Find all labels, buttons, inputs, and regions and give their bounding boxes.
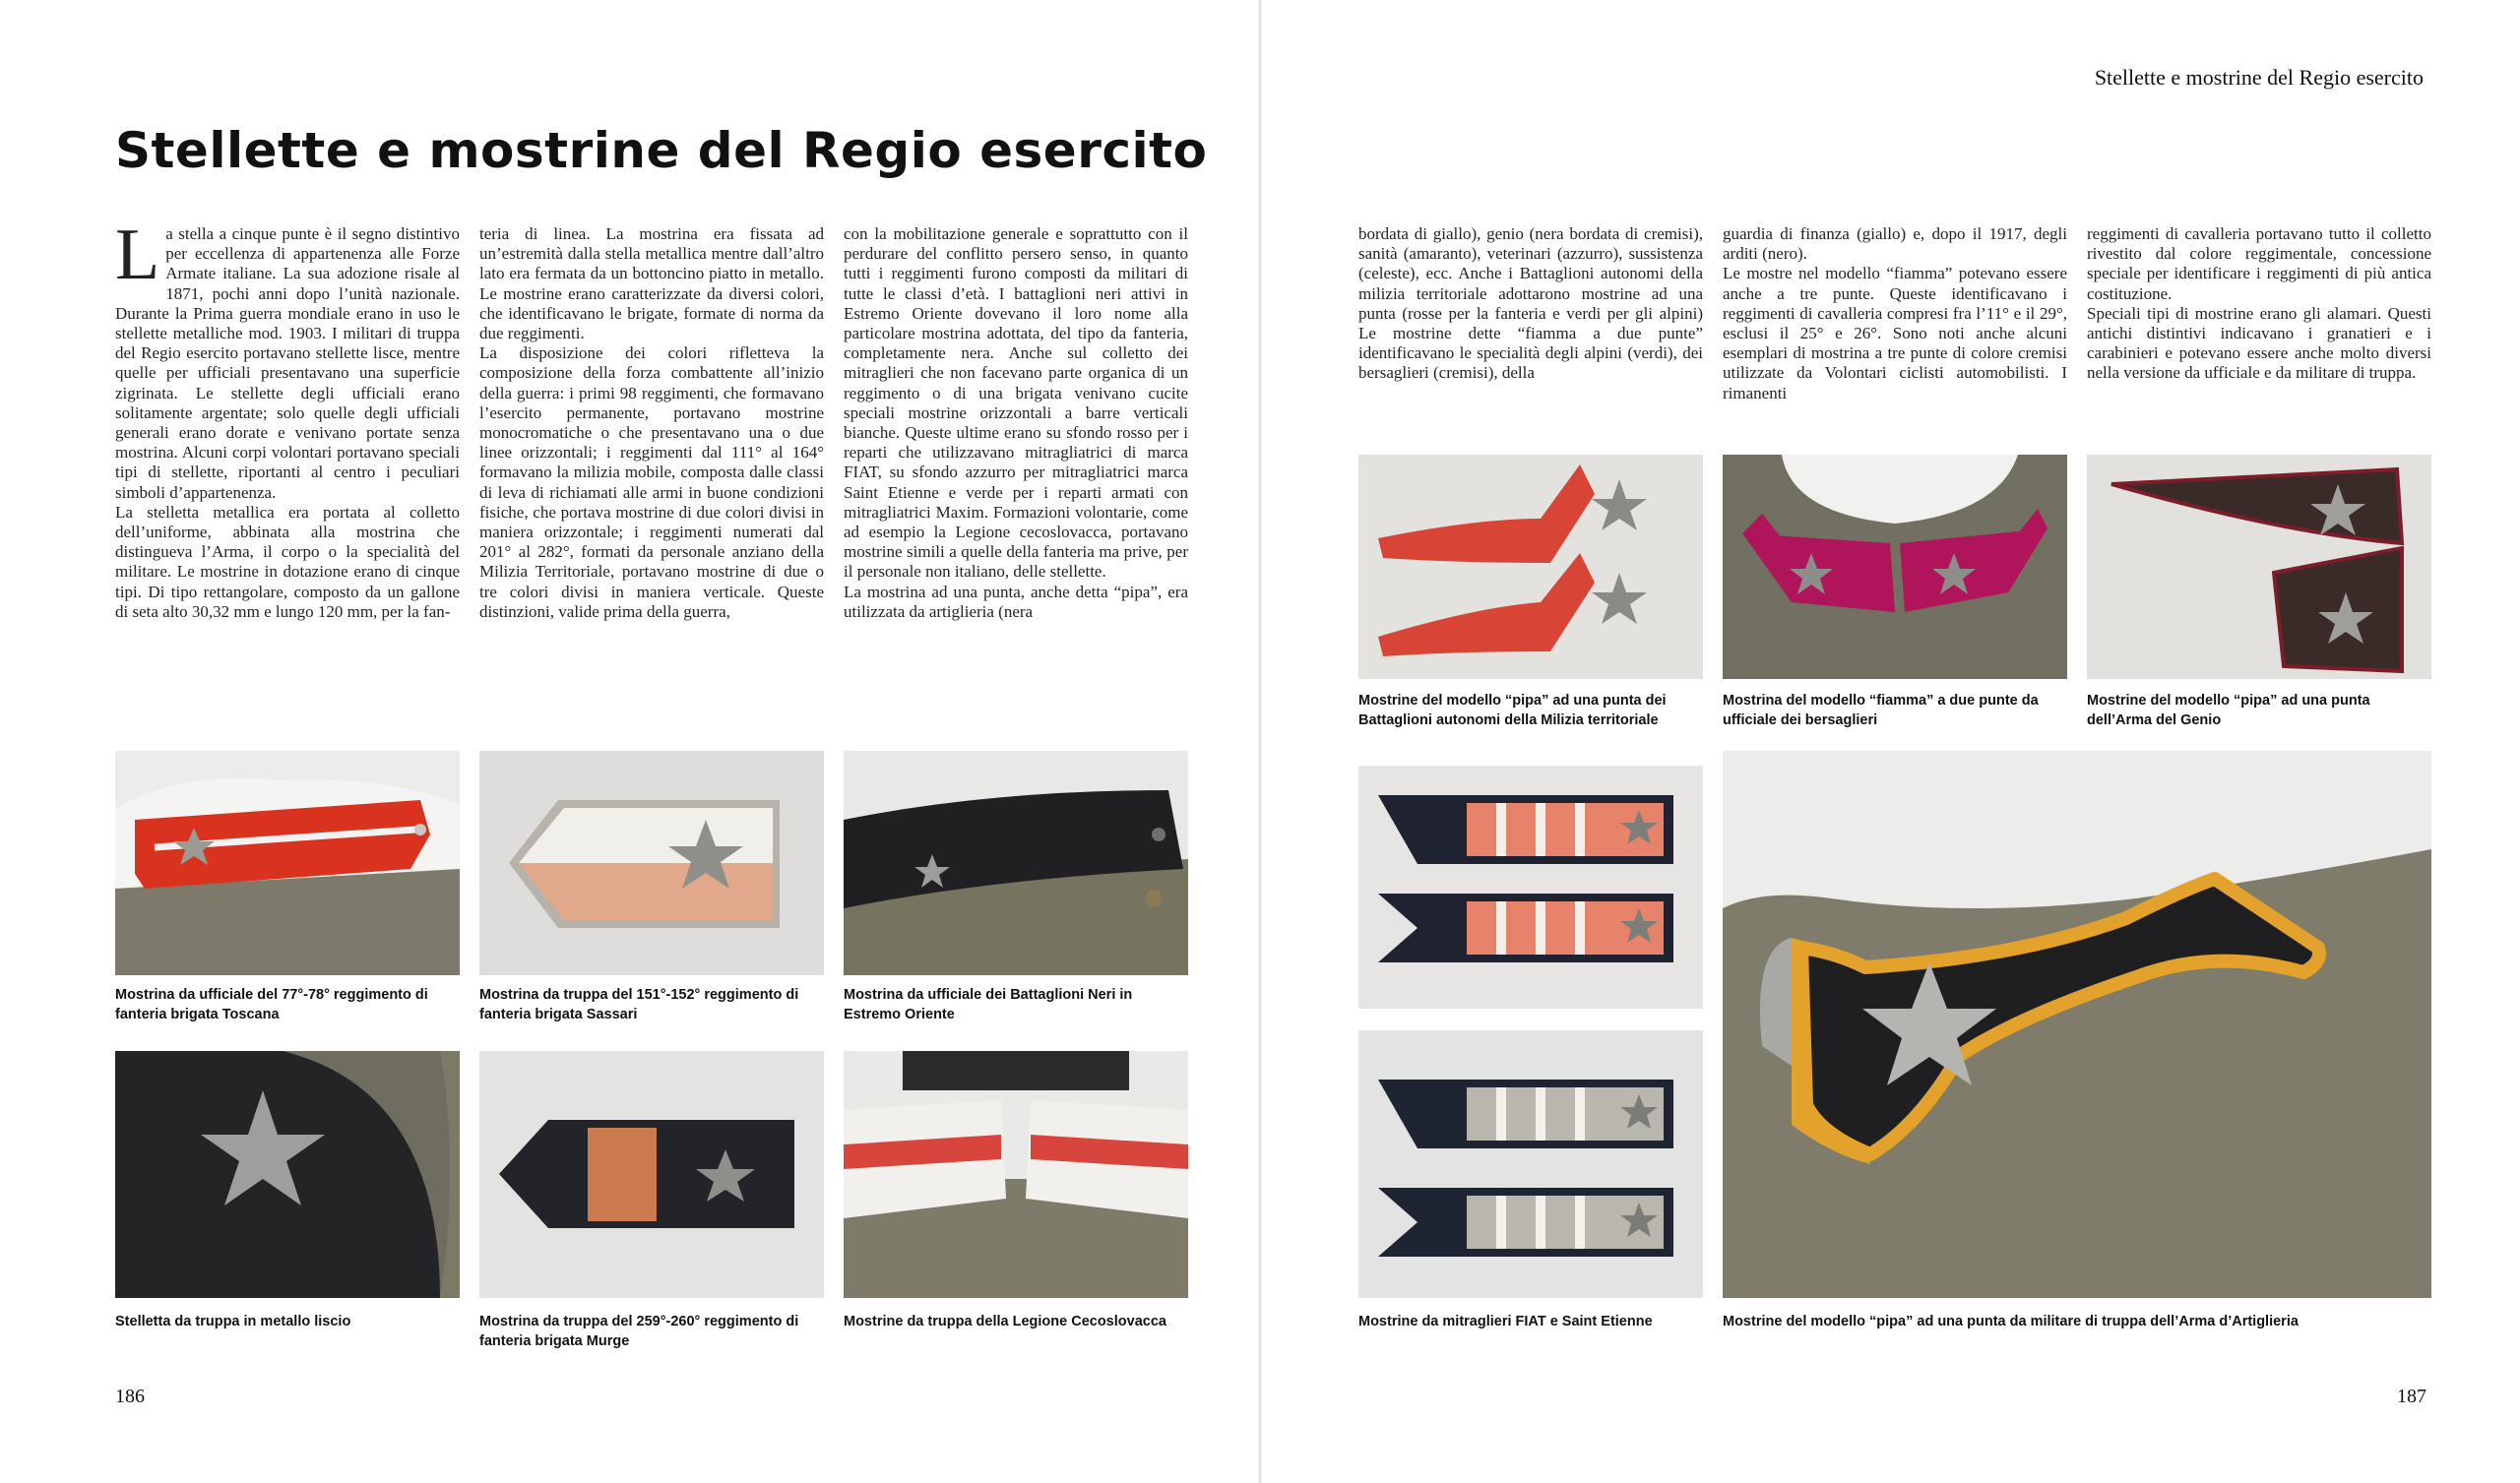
column-6-text: reggimenti di cavalleria portavano tutto il colletto rivestito dal colore reggimentale, concessione speciale per identificare i reggimenti di più antica costituzione. Speciali tipi di mostrine erano gli alamari. Questi antichi distintivi indicavano i granatieri e i carabinieri e potevano essere anche molto diversi nella versione da ufficiale e da militare di truppa. — [2087, 224, 2431, 383]
caption-artiglieria: Mostrine del modello “pipa” ad una punta da militare di truppa dell’Arma d’Artiglieria — [1723, 1314, 2299, 1329]
photo-mitraglieri-fiat — [1358, 766, 1703, 1009]
text-column-3 — [844, 224, 1188, 622]
column-1-text: a stella a cinque punte è il segno distintivo per eccellenza di appartenenza alle Forze Armate italiane. La sua adozione risale al 1871, pochi anni dopo l’unità nazionale. Durante la Prima guerra mondiale erano in uso le stellette metalliche mod. 1903. I militari di truppa del Regio esercito portavano stellette lisce, mentre quelle per ufficiali presentavano una superficie zigrinata. Le stellette degli ufficiali erano solitamente argentate; solo quelle degli ufficiali generali erano dorate e venivano portate senza mostrina. Alcuni corpi volontari portavano speciali tipi di stellette, riportanti al centro i peculiari simboli d’appartenenza. La stelletta metallica era portata al colletto dell’uniforme, abbinata alla mostrina che distingueva l’Arma, il corpo o la specialità del militare. Le mostrine in dotazione erano di cinque tipi. Di tipo rettangolare, composto da un gallone di seta alto 30,32 mm e lungo 120 mm, per la fan- — [115, 224, 460, 621]
photo-mitraglieri-saint-etienne — [1358, 1030, 1703, 1298]
caption-sassari: Mostrina da truppa del 151°-152° reggimento di fanteria brigata Sassari — [479, 987, 799, 1022]
photo-pipa-genio — [2087, 455, 2431, 679]
photo-pipa-artiglieria — [1723, 751, 2431, 1298]
caption-cecoslovacca: Mostrine da truppa della Legione Cecoslovacca — [844, 1314, 1166, 1329]
caption-neri: Mostrina da ufficiale dei Battaglioni Neri in Estremo Oriente — [844, 987, 1133, 1022]
caption-toscana: Mostrina da ufficiale del 77°-78° reggimento di fanteria brigata Toscana — [115, 987, 428, 1022]
caption-genio: Mostrine del modello “pipa” ad una punta dell’Arma del Genio — [2087, 693, 2370, 728]
text-column-6 — [2087, 224, 2431, 384]
caption-mitraglieri: Mostrine da mitraglieri FIAT e Saint Etienne — [1358, 1314, 1653, 1329]
caption-milizia: Mostrine del modello “pipa” ad una punta dei Battaglioni autonomi della Milizia territoriale — [1358, 693, 1667, 728]
photo-legione-cecoslovacca — [844, 1051, 1188, 1298]
photo-mostrina-neri — [844, 751, 1188, 975]
column-4-text: bordata di giallo), genio (nera bordata di cremisi), sanità (amaranto), veterinari (azzurro), sussistenza (celeste), ecc. Anche i Battaglioni autonomi della milizia territoriale adottarono mostrine ad una punta (rosse per la fanteria e verdi per gli alpini) Le mostrine dette “fiamma a due punte” identificavano le specialità degli alpini (verdi), dei bersaglieri (cremisi), della — [1358, 224, 1703, 383]
page-number-right: 187 — [2397, 1386, 2426, 1407]
text-column-4 — [1358, 224, 1703, 384]
photo-mostrina-toscana — [115, 751, 460, 975]
caption-stelletta: Stelletta da truppa in metallo liscio — [115, 1314, 351, 1329]
photo-mostrina-murge — [479, 1051, 824, 1298]
caption-bersaglieri: Mostrina del modello “fiamma” a due punte da ufficiale dei bersaglieri — [1723, 693, 2039, 728]
photo-mostrina-sassari — [479, 751, 824, 975]
text-column-2 — [479, 224, 824, 622]
photo-pipa-milizia — [1358, 455, 1703, 679]
book-gutter — [1258, 0, 1262, 1483]
caption-murge: Mostrina da truppa del 259°-260° reggimento di fanteria brigata Murge — [479, 1314, 799, 1349]
photo-fiamma-bersaglieri — [1723, 455, 2067, 679]
column-2-text: teria di linea. La mostrina era fissata ad un’estremità dalla stella metallica mentre dall’altro lato era fermata da un bottoncino piatto in metallo. Le mostrine erano caratterizzate da diversi colori, che identificavano le brigate, formate di norma da due reggimenti. La disposizione dei colori rifletteva la composizione della forza combattente all’inizio della guerra: i primi 98 reggimenti, che formavano l’esercito permanente, portavano mostrine monocromatiche o che presentavano una o due linee orizzontali; i reggimenti dal 111° al 164° formavano la milizia mobile, composta dalle classi di leva di richiamati alle armi in buone condizioni fisiche, che portava mostrine di due colori divisi in maniera orizzontale; i reggimenti numerati dal 201° al 282°, formati da personale anziano della Milizia Territoriale, portavano mostrine di due o tre colori divisi in maniera verticale. Queste distinzioni, valide prima della guerra, — [479, 224, 824, 621]
drop-cap: L — [115, 215, 160, 295]
column-5-text: guardia di finanza (giallo) e, dopo il 1917, degli arditi (nero). Le mostre nel modello “fiamma” potevano essere anche a tre punte. Queste identificavano i reggimenti di cavalleria compresi fra l’11° e il 29°, esclusi il 25° e 26°. Sono noti anche alcuni esemplari di mostrina a tre punte di colore cremisi utilizzate da Volontari ciclisti automobilisti. I rimanenti — [1723, 224, 2067, 402]
column-3-text: con la mobilitazione generale e soprattutto con il perdurare del conflitto persero senso, in quanto tutti i reggimenti furono composti da militari di tutte le classi d’età. I battaglioni neri attivi in Estremo Oriente dovevano il loro nome alla particolare mostrina adottata, del tipo da fanteria, completamente nera. Anche sul colletto dei mitraglieri che non facevano parte organica di un reggimento o di una brigata venivano cucite speciali mostrine orizzontali a barre verticali bianche. Queste ultime erano su sfondo rosso per i reparti che utilizzavano mitragliatrici di marca FIAT, su sfondo azzurro per mitragliatrici marca Saint Etienne e verde per i reparti armati con mitragliatrici Maxim. Formazioni volontarie, come ad esempio la Legione cecoslovacca, portavano mostrine simili a quelle della fanteria ma prive, per il personale non italiano, delle stellette. La mostrina ad una punta, anche detta “pipa”, era utilizzata da artiglieria (nera — [844, 224, 1188, 621]
photo-stelletta — [115, 1051, 460, 1298]
page-title: Stellette e mostrine del Regio esercito — [115, 122, 1208, 179]
text-column-1 — [115, 215, 460, 622]
text-column-5 — [1723, 224, 2067, 403]
page-number-left: 186 — [115, 1386, 145, 1407]
running-head: Stellette e mostrine del Regio esercito — [2094, 65, 2424, 90]
